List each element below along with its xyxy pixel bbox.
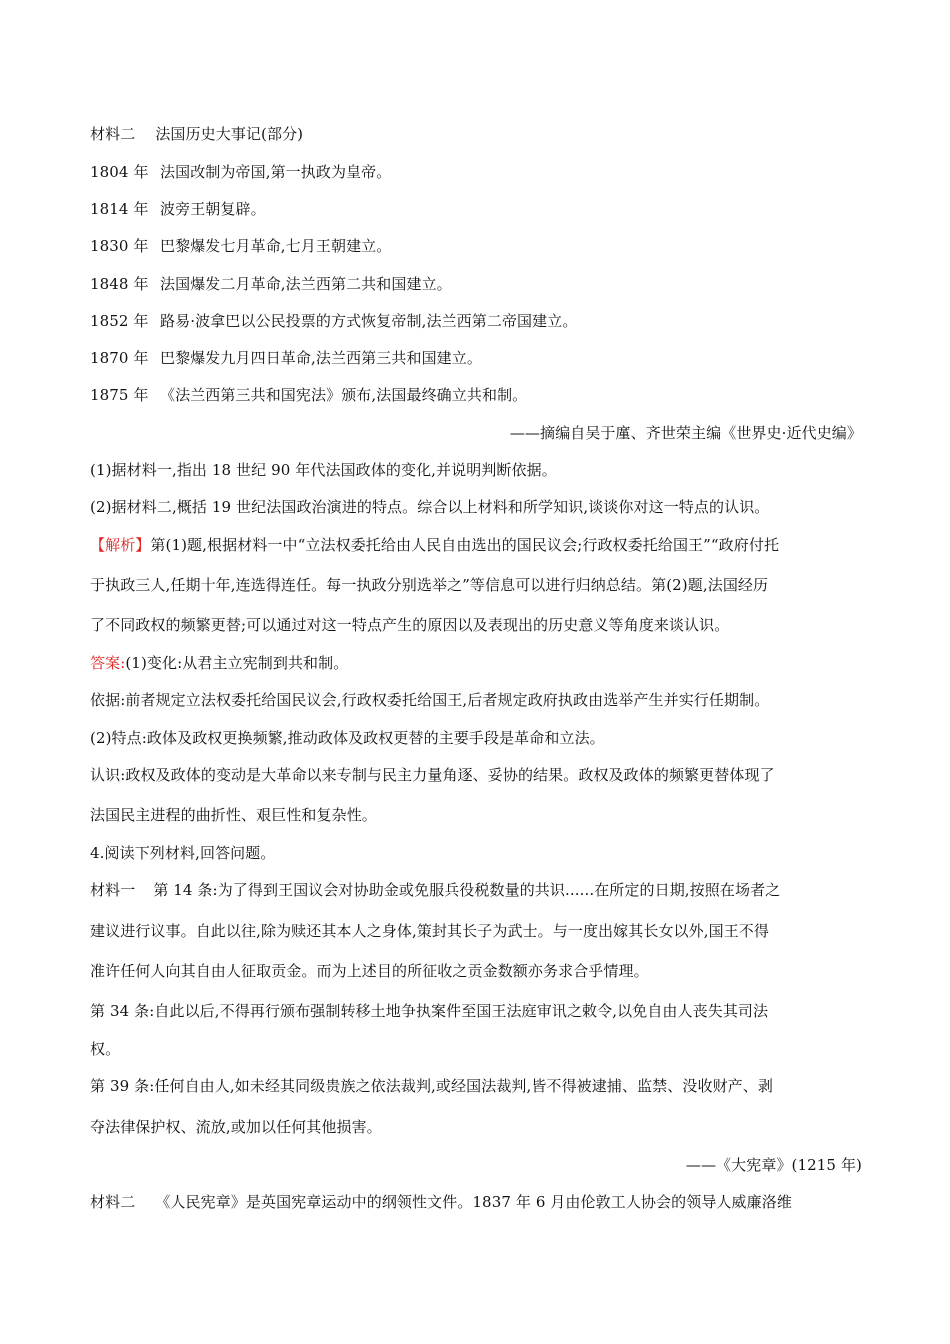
question-4-title: 4.阅读下列材料,回答问题。 <box>90 844 276 862</box>
material2-title: 法国历史大事记(部分) <box>155 125 304 143</box>
timeline-text: 巴黎爆发七月革命,七月王朝建立。 <box>160 237 392 255</box>
timeline-year: 1830 年 <box>90 237 149 255</box>
timeline-text: 路易·波拿巴以公民投票的方式恢复帝制,法兰西第二帝国建立。 <box>160 312 578 330</box>
timeline-text: 波旁王朝复辟。 <box>160 200 266 218</box>
material1-line: 建议进行议事。自此以往,除为赎还其本人之身体,策封其长子为武士。与一度出嫁其长女以外,国王不得 <box>90 922 770 940</box>
material2-label: 材料二 <box>90 125 136 143</box>
material2-label: 材料二 <box>90 1193 136 1211</box>
article-39-line: 夺法律保护权、流放,或加以任何其他损害。 <box>90 1118 382 1136</box>
answer-line <box>90 653 862 673</box>
material1-line: 准许任何人向其自由人征取贡金。而为上述目的所征收之贡金数额亦务求合乎情理。 <box>90 962 649 980</box>
timeline-text: 法国改制为帝国,第一执政为皇帝。 <box>160 163 392 181</box>
material2-line <box>90 1192 862 1212</box>
material2-heading <box>90 124 862 144</box>
answer-line: 认识:政权及政体的变动是大革命以来专制与民主力量角逐、妥协的结果。政权及政体的频繁更替体现了 <box>90 766 775 784</box>
timeline-year: 1814 年 <box>90 200 149 218</box>
article-39-line: 第 39 条:任何自由人,如未经其同级贵族之依法裁判,或经国法裁判,皆不得被逮捕、监禁、没收财产、剥 <box>90 1077 773 1095</box>
answer-line: 法国民主进程的曲折性、艰巨性和复杂性。 <box>90 806 377 824</box>
timeline-item <box>90 236 862 256</box>
material1-text: 第 14 条:为了得到王国议会对协助金或免服兵役税数量的共识......在所定的日期,按照在场者之 <box>153 881 781 899</box>
question-2: (2)据材料二,概括 19 世纪法国政治演进的特点。综合以上材料和所学知识,谈谈你对这一特点的认识。 <box>90 498 770 516</box>
material1-label: 材料一 <box>90 881 136 899</box>
analysis-line: 于执政三人,任期十年,连选得连任。每一执政分别选举之”等信息可以进行归纳总结。第(2)题,法国经历 <box>90 576 769 594</box>
material1-line <box>90 880 862 900</box>
answer-tag: 答案: <box>90 654 126 672</box>
question-1: (1)据材料一,指出 18 世纪 90 年代法国政体的变化,并说明判断依据。 <box>90 461 557 479</box>
analysis-line: 了不同政权的频繁更替;可以通过对这一特点产生的原因以及表现出的历史意义等角度来谈认识。 <box>90 616 730 634</box>
answer-line: 依据:前者规定立法权委托给国民议会,行政权委托给国王,后者规定政府执政由选举产生并实行任期制。 <box>90 691 770 709</box>
source-citation: ——《大宪章》(1215 年) <box>685 1156 862 1174</box>
timeline-item <box>90 274 862 294</box>
answer-line: (2)特点:政体及政权更换频繁,推动政体及政权更替的主要手段是革命和立法。 <box>90 729 605 747</box>
timeline-item <box>90 162 862 182</box>
timeline-year: 1848 年 <box>90 275 149 293</box>
timeline-item <box>90 348 862 368</box>
analysis-text: 第(1)题,根据材料一中“立法权委托给由人民自由选出的国民议会;行政权委托给国王”“政府付托 <box>150 536 780 554</box>
timeline-item <box>90 199 862 219</box>
analysis-line <box>90 535 862 555</box>
timeline-year: 1804 年 <box>90 163 149 181</box>
answer-text: (1)变化:从君主立宪制到共和制。 <box>125 654 349 672</box>
timeline-text: 法国爆发二月革命,法兰西第二共和国建立。 <box>160 275 452 293</box>
timeline-item <box>90 385 862 405</box>
timeline-text: 《法兰西第三共和国宪法》颁布,法国最终确立共和制。 <box>160 386 528 404</box>
timeline-year: 1852 年 <box>90 312 149 330</box>
article-34-line: 第 34 条:自此以后,不得再行颁布强制转移土地争执案件至国王法庭审讯之敕令,以免自由人丧失其司法 <box>90 1002 769 1020</box>
timeline-text: 巴黎爆发九月四日革命,法兰西第三共和国建立。 <box>160 349 482 367</box>
analysis-tag: 【解析】 <box>90 536 151 554</box>
timeline-year: 1870 年 <box>90 349 149 367</box>
source-citation: ——摘编自吴于廑、齐世荣主编《世界史·近代史编》 <box>509 424 862 442</box>
article-34-line: 权。 <box>90 1040 121 1058</box>
timeline-item <box>90 311 862 331</box>
timeline-year: 1875 年 <box>90 386 149 404</box>
material2-text: 《人民宪章》是英国宪章运动中的纲领性文件。1837 年 6 月由伦敦工人协会的领导人威廉洛维 <box>155 1193 792 1211</box>
document-page <box>90 0 862 1344</box>
